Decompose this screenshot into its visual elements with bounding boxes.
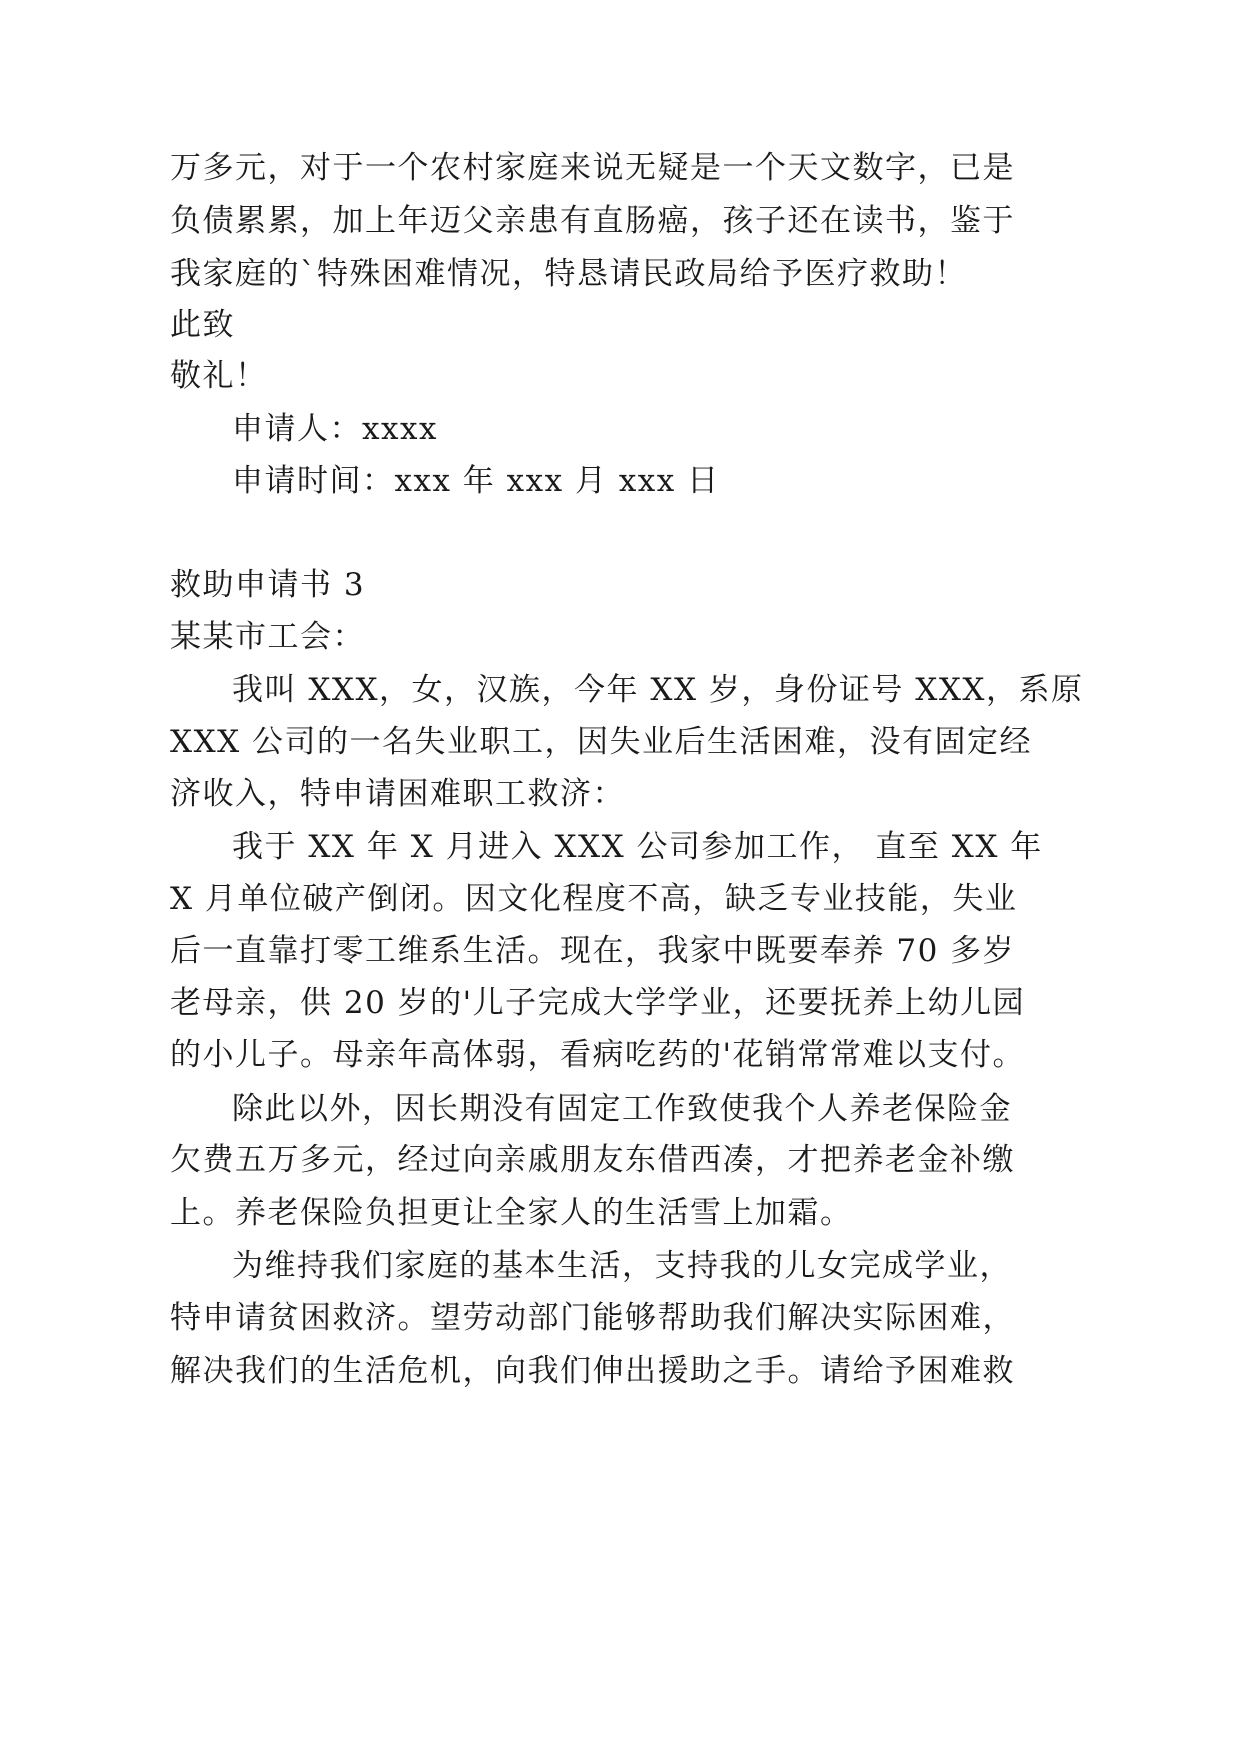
closing-salutation: 此致 xyxy=(170,307,235,343)
paragraph-line: 的小儿子。母亲年高体弱，看病吃药的'花销常常难以支付。 xyxy=(170,1037,1026,1073)
paragraph-line: 为维持我们家庭的基本生活，支持我的儿女完成学业， xyxy=(232,1248,1012,1284)
application-date: 申请时间：xxx 年 xxx 月 xxx 日 xyxy=(232,463,720,499)
paragraph-line: 特申请贫困救济。望劳动部门能够帮助我们解决实际困难， xyxy=(170,1300,1015,1336)
paragraph-line: 老母亲，供 20 岁的'儿子完成大学学业，还要抚养上幼儿园 xyxy=(170,985,1026,1021)
paragraph-line: 后一直靠打零工维系生活。现在，我家中既要奉养 70 多岁 xyxy=(170,933,1016,969)
paragraph-line: 我叫 XXX，女，汉族，今年 XX 岁，身份证号 XXX，系原 xyxy=(232,672,1084,708)
paragraph-line: XXX 公司的一名失业职工，因失业后生活困难，没有固定经 xyxy=(170,724,1033,760)
paragraph-line: 上。养老保险负担更让全家人的生活雪上加霜。 xyxy=(170,1195,853,1231)
body-line: 万多元，对于一个农村家庭来说无疑是一个天文数字，已是 xyxy=(170,150,1015,186)
paragraph-line: 除此以外，因长期没有固定工作致使我个人养老保险金 xyxy=(232,1091,1012,1127)
section-title: 救助申请书 3 xyxy=(170,567,366,603)
body-line: 负债累累，加上年迈父亲患有直肠癌，孩子还在读书，鉴于 xyxy=(170,203,1015,239)
paragraph-line: 济收入，特申请困难职工救济： xyxy=(170,776,625,812)
recipient-salutation: 某某市工会： xyxy=(170,619,365,655)
paragraph-line: 我于 XX 年 X 月进入 XXX 公司参加工作， 直至 XX 年 xyxy=(232,829,1043,865)
paragraph-line: 欠费五万多元，经过向亲戚朋友东借西凑，才把养老金补缴 xyxy=(170,1142,1015,1178)
applicant-line: 申请人：xxxx xyxy=(232,411,438,447)
closing-regards: 敬礼！ xyxy=(170,358,268,394)
paragraph-line: X 月单位破产倒闭。因文化程度不高，缺乏专业技能，失业 xyxy=(170,881,1018,917)
paragraph-line: 解决我们的生活危机，向我们伸出援助之手。请给予困难救 xyxy=(170,1353,1015,1389)
body-line: 我家庭的`特殊困难情况，特恳请民政局给予医疗救助！ xyxy=(170,256,967,292)
